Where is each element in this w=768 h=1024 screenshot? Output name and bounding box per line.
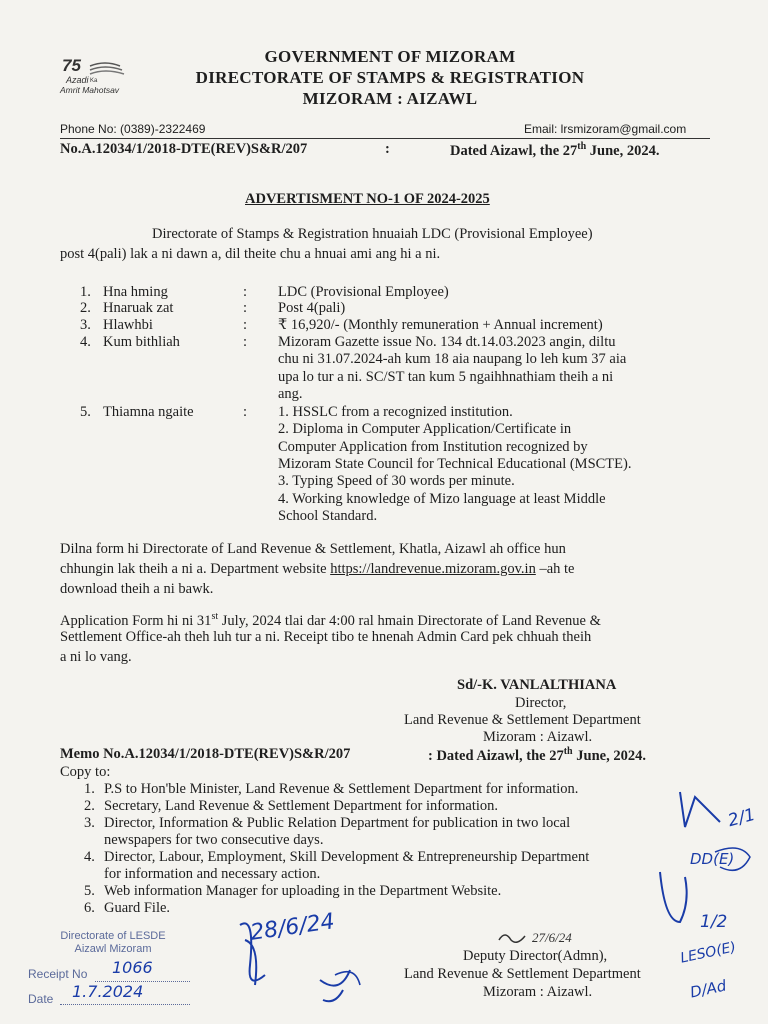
stamp-receipt-value: 1066 bbox=[112, 958, 153, 977]
header-divider bbox=[60, 138, 710, 139]
header-directorate: DIRECTORATE OF STAMPS & REGISTRATION bbox=[195, 68, 585, 87]
copy-to-line: Director, Labour, Employment, Skill Development & Entrepreneurship Department bbox=[104, 849, 590, 865]
reference-number: No.A.12034/1/2018-DTE(REV)S&R/207 bbox=[60, 141, 308, 157]
logo-text-amrit: Amrit Mahotsav bbox=[60, 85, 120, 95]
para1-line-3: download theih a ni bawk. bbox=[60, 581, 214, 597]
handwritten-date: 28/6/24 bbox=[248, 909, 337, 946]
copy-to-line: Director, Information & Public Relation Department for publication in two local bbox=[104, 815, 571, 831]
stamp-date-label: Date bbox=[28, 992, 54, 1006]
reference-date-suffix: June, 2024. bbox=[586, 142, 660, 159]
copy-to-line: newspapers for two consecutive days. bbox=[104, 832, 324, 848]
detail-colon: : bbox=[243, 317, 248, 333]
margin-note-2: DD(E) bbox=[690, 850, 735, 868]
detail-value-line: LDC (Provisional Employee) bbox=[278, 284, 449, 300]
detail-number: 4. bbox=[80, 334, 91, 350]
copy-to-line: for information and necessary action. bbox=[104, 866, 321, 882]
detail-colon: : bbox=[243, 334, 248, 350]
detail-value-line: Mizoram Gazette issue No. 134 dt.14.03.2023 angin, diltu bbox=[278, 334, 616, 350]
signatory-title: Director, bbox=[515, 695, 567, 711]
header-location: MIZORAM : AIZAWL bbox=[302, 89, 478, 108]
para2-line-2: Settlement Office-ah theh luh tur a ni. Receipt tibo te hnenah Admin Card pek chhuah theih bbox=[60, 629, 592, 645]
detail-number: 1. bbox=[80, 284, 91, 300]
advertisement-title: ADVERTISMENT NO-1 OF 2024-2025 bbox=[245, 191, 490, 207]
logo-number: 75 bbox=[62, 56, 81, 75]
para2-line-1-sup: st bbox=[211, 611, 219, 622]
detail-number: 3. bbox=[80, 317, 91, 333]
detail-value-line: 2. Diploma in Computer Application/Certificate in bbox=[278, 421, 572, 438]
deputy-title: Deputy Director(Admn), bbox=[463, 948, 608, 964]
reference-date-prefix: Dated Aizawl, the 27 bbox=[450, 142, 578, 159]
signatory-place: Mizoram : Aizawl. bbox=[483, 729, 593, 745]
detail-number: 2. bbox=[80, 300, 91, 316]
copy-to-line: Guard File. bbox=[104, 900, 171, 916]
signatory-name: Sd/-K. VANLALTHIANA bbox=[457, 677, 617, 693]
detail-value-line: Computer Application from Institution recognized by bbox=[278, 438, 588, 455]
stamp-date-dotline bbox=[60, 1004, 190, 1005]
memo-date-suffix: June, 2024. bbox=[572, 747, 646, 764]
stamp-line-1: Directorate of LESDE bbox=[60, 930, 166, 942]
department-website-link[interactable]: https://landrevenue.mizoram.gov.in bbox=[330, 561, 536, 577]
margin-note-3: 1/2 bbox=[700, 912, 728, 932]
logo-text-ka: Ka bbox=[90, 78, 98, 84]
detail-key: Hnaruak zat bbox=[103, 300, 174, 316]
copy-to-number: 6. bbox=[84, 900, 95, 916]
deputy-place: Mizoram : Aizawl. bbox=[483, 984, 593, 1000]
memo-date bbox=[428, 746, 646, 765]
detail-value-line: ang. bbox=[278, 385, 303, 402]
detail-value-line: ₹ 16,920/- (Monthly remuneration + Annual increment) bbox=[278, 317, 603, 333]
deputy-department: Land Revenue & Settlement Department bbox=[404, 966, 641, 982]
detail-key: Hlawhbi bbox=[103, 317, 153, 333]
stamp-line-2: Aizawl Mizoram bbox=[74, 943, 152, 955]
stamp-receipt-label: Receipt No bbox=[28, 967, 88, 981]
phone-number: Phone No: (0389)-2322469 bbox=[60, 122, 206, 136]
header-government: GOVERNMENT OF MIZORAM bbox=[264, 47, 516, 66]
azadi-logo bbox=[60, 58, 150, 100]
detail-key: Kum bithliah bbox=[103, 334, 180, 350]
margin-note-4: LESO(E) bbox=[678, 939, 738, 967]
margin-note-5: D/Ad bbox=[688, 976, 728, 1002]
signatory-department: Land Revenue & Settlement Department bbox=[404, 712, 641, 728]
copy-to-number: 5. bbox=[84, 883, 95, 899]
detail-value-line: upa lo tur a ni. SC/ST tan kum 5 ngaihhnathiam theih a ni bbox=[278, 368, 614, 385]
memo-date-sup: th bbox=[563, 746, 573, 757]
copy-to-line: P.S to Hon'ble Minister, Land Revenue & Settlement Department for information. bbox=[104, 781, 579, 797]
para1-line-1: Dilna form hi Directorate of Land Revenue & Settlement, Khatla, Aizawl ah office hun bbox=[60, 541, 566, 557]
copy-to-number: 1. bbox=[84, 781, 95, 797]
detail-colon: : bbox=[243, 300, 248, 316]
copy-to-number: 4. bbox=[84, 849, 95, 865]
detail-value-line: School Standard. bbox=[278, 507, 378, 524]
detail-key: Hna hming bbox=[103, 284, 168, 300]
reference-date bbox=[450, 141, 660, 160]
para2-line-1-post: July, 2024 tlai dar 4:00 ral hmain Directorate of Land Revenue & bbox=[218, 612, 601, 629]
detail-value-line: 4. Working knowledge of Mizo language at least Middle bbox=[278, 490, 606, 507]
deputy-initials-date: 27/6/24 bbox=[532, 930, 572, 945]
para1-line-2 bbox=[60, 559, 574, 579]
reference-colon: : bbox=[385, 141, 390, 157]
detail-value-line: 3. Typing Speed of 30 words per minute. bbox=[278, 473, 515, 490]
detail-value-line: 1. HSSLC from a recognized institution. bbox=[278, 404, 513, 420]
para1-line-2-pre: chhungin lak theih a ni a. Department website bbox=[60, 561, 331, 577]
detail-key: Thiamna ngaite bbox=[103, 404, 194, 420]
stamp-date-value: 1.7.2024 bbox=[72, 982, 144, 1001]
memo-date-prefix: : Dated Aizawl, the 27 bbox=[428, 747, 564, 764]
copy-to-number: 3. bbox=[84, 815, 95, 831]
reference-date-sup: th bbox=[577, 141, 587, 152]
detail-colon: : bbox=[243, 404, 248, 420]
detail-value-line: Post 4(pali) bbox=[278, 300, 346, 316]
memo-number: Memo No.A.12034/1/2018-DTE(REV)S&R/207 bbox=[60, 746, 351, 762]
para1-line-2-post: –ah te bbox=[535, 561, 575, 577]
intro-line-2: post 4(pali) lak a ni dawn a, dil theite chu a hnuai ami ang hi a ni. bbox=[60, 246, 441, 262]
email-address: Email: lrsmizoram@gmail.com bbox=[524, 122, 687, 136]
para2-line-1-pre: Application Form hi ni 31 bbox=[60, 612, 212, 629]
copy-to-line: Secretary, Land Revenue & Settlement Department for information. bbox=[104, 798, 499, 814]
para2-line-3: a ni lo vang. bbox=[60, 649, 132, 665]
detail-value-line: Mizoram State Council for Technical Educational (MSCTE). bbox=[278, 455, 632, 472]
logo-text-azadi: Azadi bbox=[66, 75, 89, 85]
detail-colon: : bbox=[243, 284, 248, 300]
detail-value-line: chu ni 31.07.2024-ah kum 18 aia naupang lo leh kum 37 aia bbox=[278, 351, 627, 368]
copy-to-label: Copy to: bbox=[60, 764, 111, 780]
intro-line-1: Directorate of Stamps & Registration hnuaiah LDC (Provisional Employee) bbox=[152, 226, 593, 242]
deputy-initials bbox=[495, 928, 535, 950]
detail-number: 5. bbox=[80, 404, 91, 420]
copy-to-line: Web information Manager for uploading in the Department Website. bbox=[104, 883, 502, 899]
margin-note-1: 2/1 bbox=[725, 804, 758, 832]
copy-to-number: 2. bbox=[84, 798, 95, 814]
